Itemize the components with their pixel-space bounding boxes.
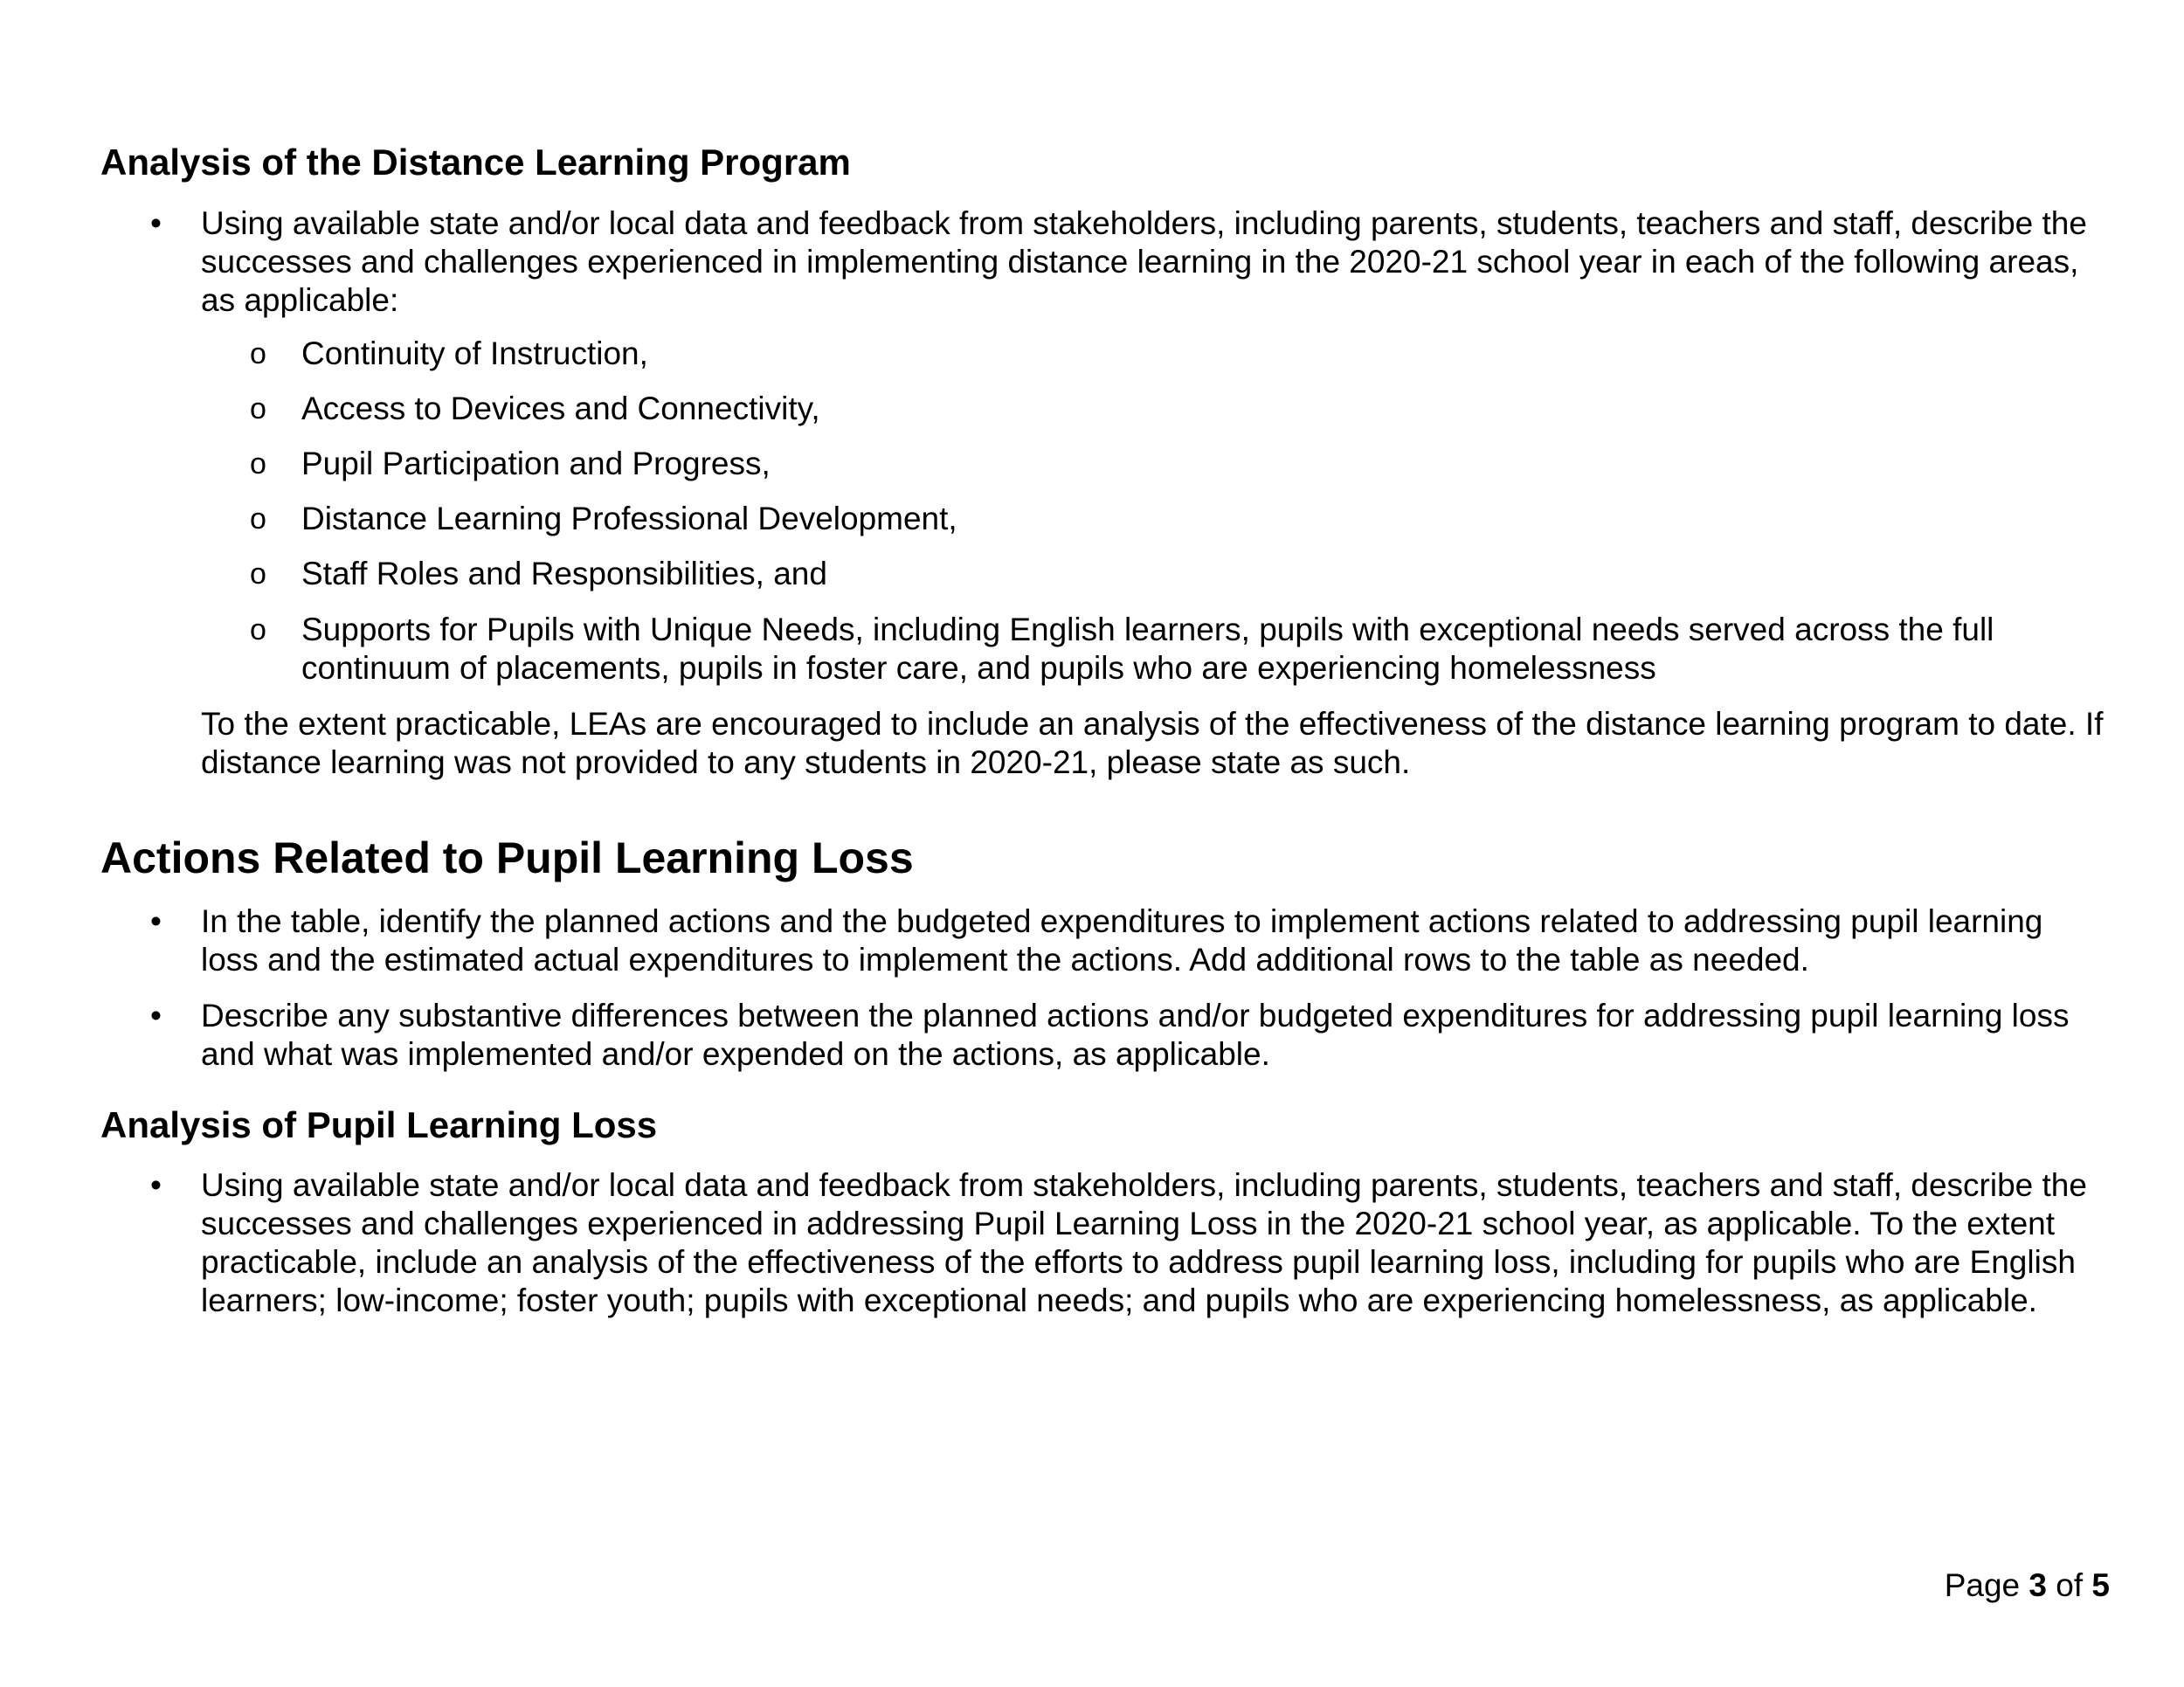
area-item: Continuity of Instruction, <box>301 335 648 371</box>
hollow-circle-icon: o <box>250 392 266 425</box>
area-item: Staff Roles and Responsibilities, and <box>301 556 827 591</box>
area-item: Pupil Participation and Progress, <box>301 446 771 481</box>
bullet-dot-icon: • <box>150 1167 162 1203</box>
distance-learning-bullet: Using available state and/or local data and feedback from stakeholders, including parents, students, teachers and staff, describe the successes and challenges experienced in implementing distance learning in the 2020-21 school year in each of the following areas, as applicable: <box>201 205 2087 318</box>
area-item: Access to Devices and Connectivity, <box>301 391 820 426</box>
actions-bullet: Describe any substantive differences between the planned actions and/or budgeted expenditures for addressing pupil learning loss and what was implemented and/or expended on the actions, as applicable. <box>201 998 2070 1072</box>
heading-distance-learning: Analysis of the Distance Learning Program <box>100 142 851 183</box>
hollow-circle-icon: o <box>250 447 266 481</box>
hollow-circle-icon: o <box>250 557 266 591</box>
heading-analysis-learning-loss: Analysis of Pupil Learning Loss <box>100 1104 658 1145</box>
of-label: of <box>2056 1567 2084 1603</box>
page-number <box>1945 1566 2110 1605</box>
bullet-dot-icon: • <box>150 903 162 939</box>
area-item: Distance Learning Professional Development, <box>301 501 957 536</box>
distance-learning-note: To the extent practicable, LEAs are encouraged to include an analysis of the effectiveness of the distance learning program to date. If distance learning was not provided to any students in 2020-21, please state as such. <box>201 706 2104 780</box>
hollow-circle-icon: o <box>250 502 266 536</box>
actions-bullet: In the table, identify the planned actions and the budgeted expenditures to implement actions related to addressing pupil learning loss and the estimated actual expenditures to implement the actions. Add additional rows to the table as needed. <box>201 903 2043 978</box>
bullet-dot-icon: • <box>150 998 162 1034</box>
hollow-circle-icon: o <box>250 613 266 646</box>
page-label: Page <box>1944 1567 2021 1603</box>
bullet-dot-icon: • <box>150 205 162 241</box>
hollow-circle-icon: o <box>250 337 266 370</box>
current-page: 3 <box>2028 1567 2047 1603</box>
learning-loss-bullet: Using available state and/or local data and feedback from stakeholders, including parents, students, teachers and staff, describe the successes and challenges experienced in addressing Pupil Learning Loss in the 2020-21 school year, as applicable. To the extent practicable, include an analysis of the effectiveness of the efforts to address pupil learning loss, including for pupils who are English learners; low-income; foster youth; pupils with exceptional needs; and pupils who are experiencing homelessness, as applicable. <box>201 1167 2087 1318</box>
total-pages: 5 <box>2091 1567 2110 1603</box>
area-item: Supports for Pupils with Unique Needs, including English learners, pupils with exceptional needs served across the full continuum of placements, pupils in foster care, and pupils who are experiencing homelessness <box>301 612 1994 686</box>
heading-actions-learning-loss: Actions Related to Pupil Learning Loss <box>100 833 914 882</box>
